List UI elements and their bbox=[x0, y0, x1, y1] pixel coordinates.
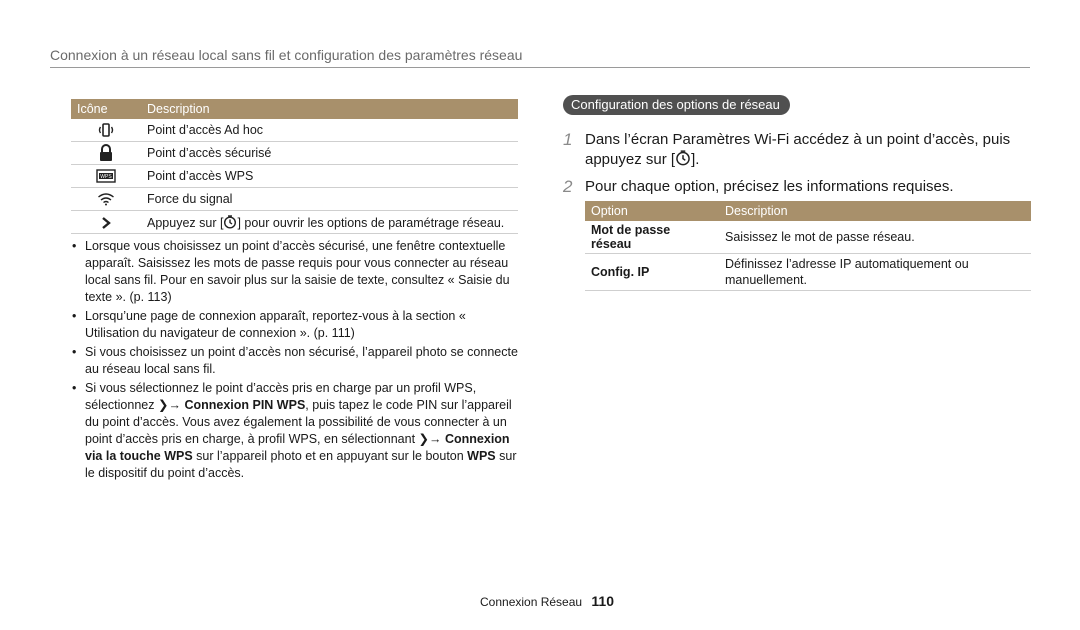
list-item: • Si vous choisissez un point d’accès non sécurisé, l’appareil photo se connecte au réseau local sans fil. bbox=[71, 344, 521, 378]
option-description: Définissez l’adresse IP automatiquement ou manuellement. bbox=[719, 254, 1031, 291]
footer-section: Connexion Réseau bbox=[480, 595, 583, 609]
table-row bbox=[71, 119, 518, 142]
description-column-header: Description bbox=[719, 201, 1031, 221]
row-description: Point d’accès WPS bbox=[141, 165, 518, 188]
lock-icon bbox=[98, 144, 114, 162]
notes-list bbox=[71, 238, 521, 484]
table-row bbox=[71, 188, 518, 211]
list-item: • Si vous sélectionnez le point d’accès pris en charge par un profil WPS, sélectionnez ❯→ Connexion PIN WPS, puis tapez le code PIN sur l’appareil du point d’accès. Vous avez également la possibilité de vous connecter à un point d’accès pris en charge, à profil WPS, en sélectionnant ❯→ Connexion via la touche WPS sur l’appareil photo et en appuyant sur le bouton WPS sur le dispositif du point d’accès. bbox=[71, 380, 521, 482]
chevron-right-icon: ❯ bbox=[418, 432, 429, 446]
page-header: Connexion à un réseau local sans fil et configuration des paramètres réseau bbox=[50, 47, 1030, 68]
table-row bbox=[71, 142, 518, 165]
list-item: • Lorsqu’une page de connexion apparaît, reportez-vous à la section « Utilisation du navigateur de connexion ». (p. 111) bbox=[71, 308, 521, 342]
description-column-header: Description bbox=[141, 99, 518, 119]
svg-text:WPS: WPS bbox=[100, 174, 112, 181]
option-table-header bbox=[585, 201, 1031, 221]
table-row bbox=[71, 165, 518, 188]
list-item: • Lorsque vous choisissez un point d’accès sécurisé, une fenêtre contextuelle apparaît. Saisissez les mots de passe requis pour vous connecter au réseau local sans fil. Pour en savoir plus sur la saisie de texte, consultez « Saisie du texte ». (p. 113) bbox=[71, 238, 521, 306]
chevron-right-icon bbox=[101, 217, 111, 229]
row-description: Point d’accès Ad hoc bbox=[141, 119, 518, 142]
chevron-right-icon: ❯ bbox=[157, 398, 169, 412]
icon-table bbox=[71, 99, 518, 234]
wifi-signal-icon bbox=[97, 192, 115, 206]
section-title: Configuration des options de réseau bbox=[563, 95, 790, 115]
icon-column-header: Icône bbox=[71, 99, 141, 119]
option-table bbox=[585, 201, 1031, 291]
table-row bbox=[585, 254, 1031, 291]
icon-table-header bbox=[71, 99, 518, 119]
ad-hoc-icon bbox=[97, 123, 115, 137]
page-footer bbox=[480, 593, 614, 609]
row-description: Appuyez sur [ ] pour ouvrir les options de paramétrage réseau. bbox=[141, 211, 518, 234]
wps-icon bbox=[96, 169, 116, 183]
option-description: Saisissez le mot de passe réseau. bbox=[719, 221, 1031, 254]
table-row bbox=[585, 221, 1031, 254]
option-name: Mot de passe réseau bbox=[585, 221, 719, 254]
option-column-header: Option bbox=[585, 201, 719, 221]
row-description: Point d’accès sécurisé bbox=[141, 142, 518, 165]
row-description: Force du signal bbox=[141, 188, 518, 211]
timer-icon bbox=[675, 150, 691, 166]
page-number: 110 bbox=[591, 593, 615, 609]
option-name: Config. IP bbox=[585, 254, 719, 291]
table-row bbox=[71, 211, 518, 234]
timer-icon bbox=[223, 215, 237, 229]
